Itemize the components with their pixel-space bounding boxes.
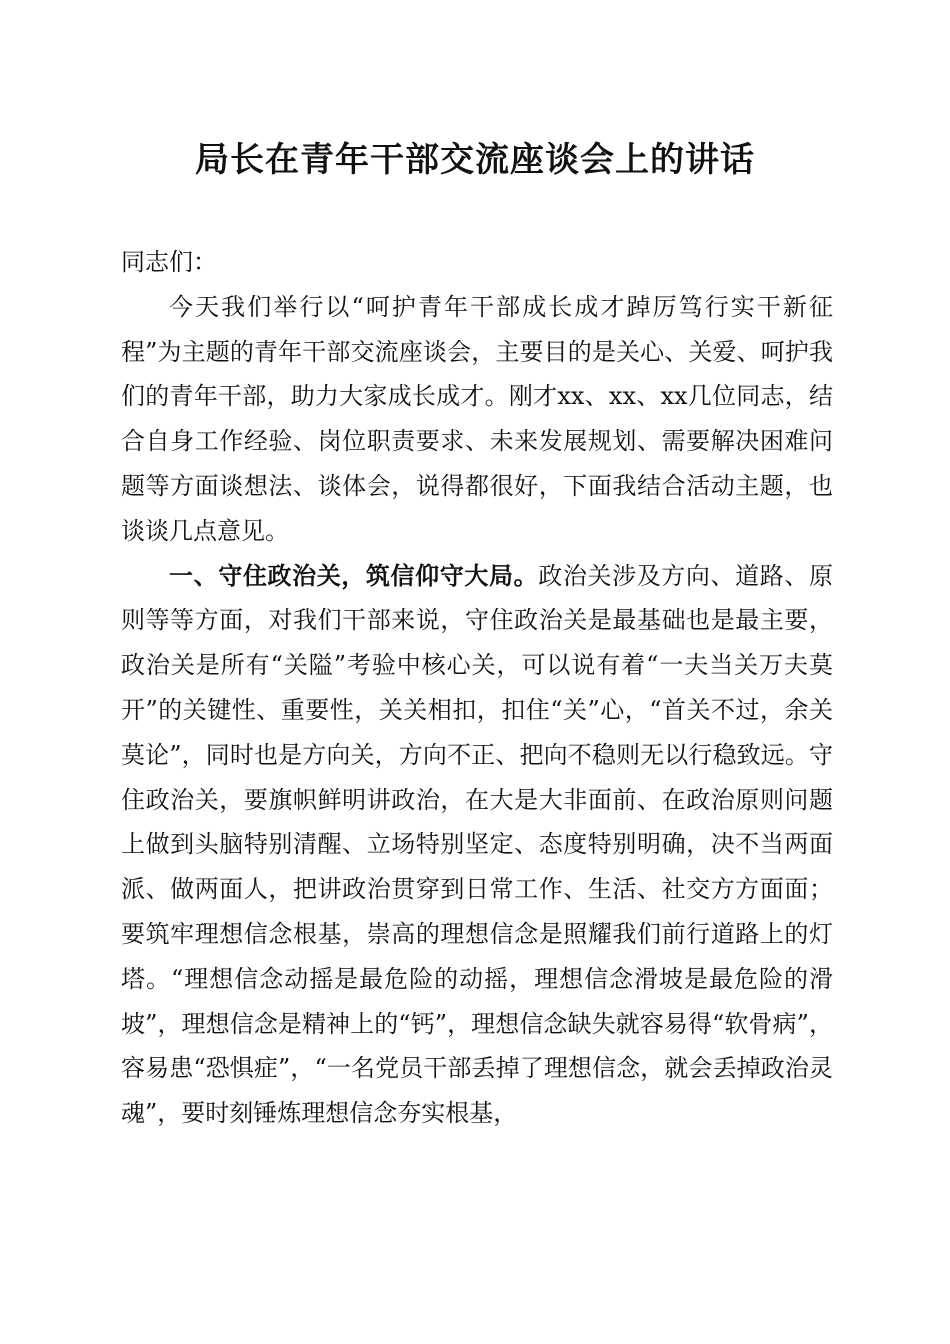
salutation: 同志们： [121,248,217,276]
section-1-heading: 一、守住政治关，筑信仰守大局。 [169,560,539,590]
document-body [121,240,833,1136]
section-1-text: 政治关涉及方向、道路、原则等等方面，对我们干部来说，守住政治关是最基础也是最主要，政治关是所有“关隘”考验中核心关，可以说有着“一夫当关万夫莫开”的关键性、重要性，关关相扣，扣住“关”心，“首关不过，余关莫论”，同时也是方向关，方向不正、把向不稳则无以行稳致远。守住政治关，要旗帜鲜明讲政治，在大是大非面前、在政治原则问题上做到头脑特别清醒、立场特别坚定、态度特别明确，决不当两面派、做两面人，把讲政治贯穿到日常工作、生活、社交方方面面；要筑牢理想信念根基，崇高的理想信念是照耀我们前行道路上的灯塔。“理想信念动摇是最危险的动摇，理想信念滑坡是最危险的滑坡”，理想信念是精神上的“钙”，理想信念缺失就容易得“软骨病”，容易患“恐惧症”，“一名党员干部丢掉了理想信念，就会丢掉政治灵魂”，要时刻锤炼理想信念夯实根基， [121,561,834,1128]
document-title: 局长在青年干部交流座谈会上的讲话 [195,140,755,180]
paragraph-section-1 [121,554,833,1136]
paragraph-intro: 今天我们举行以“呵护青年干部成长成才踔厉笃行实干新征程”为主题的青年干部交流座谈会，主要目的是关心、关爱、呵护我们的青年干部，助力大家成长成才。刚才xx、xx、xx几位同志，结合自身工作经验、岗位职责要求、未来发展规划、需要解决困难问题等方面谈想法、谈体会，说得都很好，下面我结合活动主题，也谈谈几点意见。 [121,292,833,545]
